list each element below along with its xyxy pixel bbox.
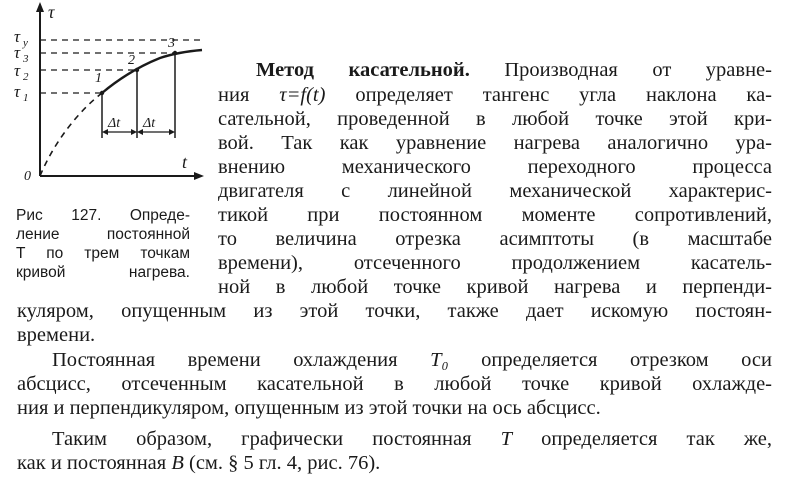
level-label-1: τ: [14, 82, 21, 101]
symbol-B: B: [171, 452, 184, 474]
text-span: Производная от уравне-: [469, 59, 772, 81]
y-axis-arrow: [36, 2, 44, 12]
formula: τ=f(t): [279, 84, 326, 106]
caption-line: Рис 127. Опреде-: [16, 207, 190, 224]
text-span: (см. § 5 гл. 4, рис. 76).: [183, 452, 381, 474]
text-line: ной в любой точке кривой нагрева и перпенди-: [218, 276, 772, 298]
caption-line: ление постоянной: [16, 226, 190, 243]
text-line: двигателя с линейной механической характерис-: [218, 180, 772, 202]
text-span: определяется так же,: [512, 428, 772, 450]
text-line: [218, 84, 772, 107]
delta-arrow-2-right: [169, 129, 175, 135]
text-line: сательной, проведенной в любой точке этой кри-: [218, 108, 772, 130]
text-span: определяет тангенс угла наклона ка-: [325, 84, 772, 106]
delta-label-2: Δt: [143, 116, 156, 131]
text-span: определяется отрезком оси: [448, 349, 772, 371]
text-line: времени), отсеченного продолжением касатель-: [218, 252, 772, 274]
text-line: [52, 349, 772, 372]
level-sub-2: 2: [23, 71, 29, 83]
level-label-2: τ: [14, 61, 21, 80]
heating-curve-solid: [102, 50, 202, 93]
text-line: вой. Так как уравнение нагрева аналогично ура-: [218, 132, 772, 154]
text-line: [17, 452, 772, 475]
text-line: абсцисс, отсеченным касательной в любой точке кривой охлажде-: [17, 373, 772, 395]
x-axis-label: t: [182, 152, 188, 172]
text-line: то величина отрезка асимптоты (в масштабе: [218, 228, 772, 250]
caption-line: кривой нагрева.: [16, 264, 190, 281]
text-line: тикой при постоянном моменте сопротивлений,: [218, 204, 772, 226]
level-sub-y: y: [23, 37, 28, 49]
section-heading: Метод касательной.: [256, 59, 470, 81]
text-line: внению механического переходного процесса: [218, 156, 772, 178]
level-sub-1: 1: [23, 92, 29, 104]
y-axis-label: τ: [48, 2, 55, 22]
point-3: [173, 51, 177, 55]
origin-label: 0: [24, 169, 31, 184]
x-axis-arrow: [194, 172, 204, 180]
point-1: [100, 91, 104, 95]
text-span: ния: [218, 84, 280, 106]
level-label-y: τ: [14, 27, 21, 46]
delta-label-1: Δt: [108, 116, 121, 131]
level-label-3: τ: [14, 43, 21, 62]
text-line: времени.: [17, 324, 96, 346]
text-line: куляром, опущенным из этой точки, также дает искомую постоян-: [17, 300, 772, 322]
point-label-3: 3: [168, 36, 175, 51]
point-label-1: 1: [95, 71, 102, 86]
symbol-T0: T₀: [430, 349, 449, 371]
figure-caption: [16, 206, 190, 282]
text-line: [52, 428, 772, 451]
level-sub-3: 3: [23, 53, 29, 65]
text-line: [256, 59, 772, 82]
text-span: Таким образом, графически постоянная: [52, 428, 501, 450]
heating-curve-dashed: [40, 93, 102, 176]
point-label-2: 2: [128, 53, 135, 68]
text-line: ния и перпендикуляром, опущенным из этой точки на ось абсцисс.: [17, 397, 601, 419]
text-span: Постоянная времени охлаждения: [52, 349, 431, 371]
delta-arrow-1-right: [131, 129, 137, 135]
figure-127-heating-curve: [10, 0, 210, 190]
text-span: как и постоянная: [17, 452, 172, 474]
symbol-T: T: [500, 428, 512, 450]
point-2: [135, 68, 139, 72]
caption-line: T по трем точкам: [16, 245, 190, 262]
